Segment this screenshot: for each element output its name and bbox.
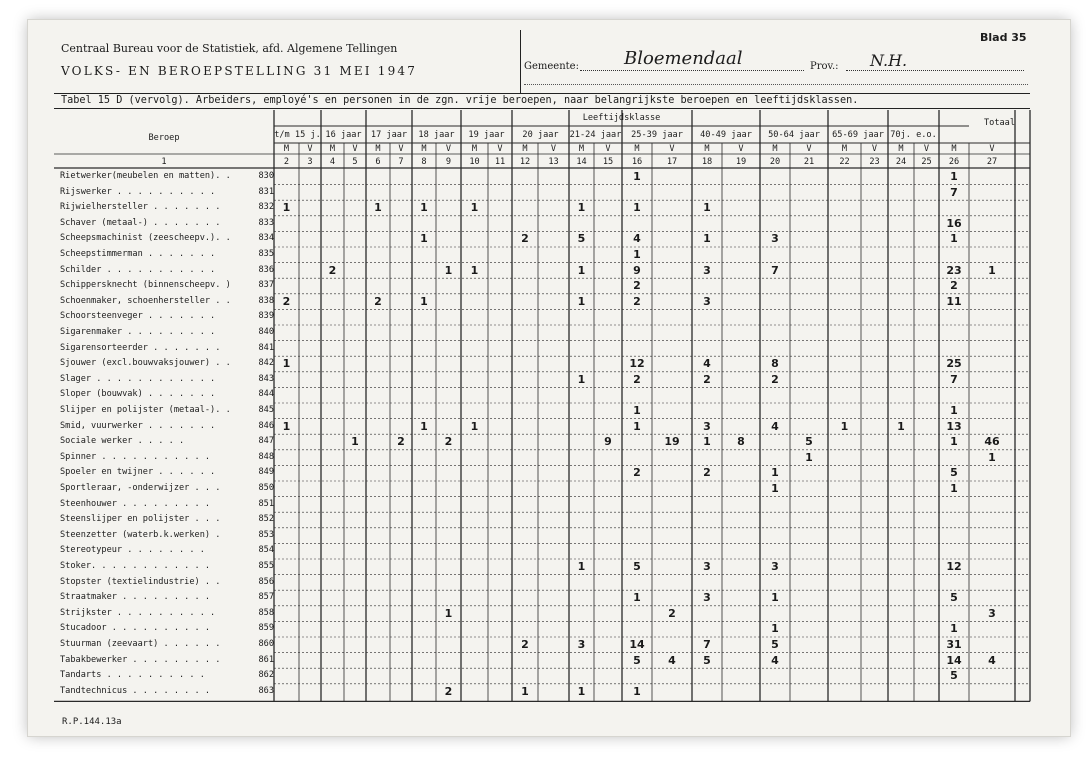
occupation-code: 836 — [258, 264, 274, 275]
table-cell: 1 — [703, 201, 711, 215]
occupation-label: Schoorsteenveger . . . . . . . — [60, 311, 221, 322]
occupation-code: 857 — [258, 592, 274, 603]
column-number: 5 — [352, 157, 358, 167]
column-number: 21 — [803, 157, 815, 167]
table-cell: 1 — [470, 263, 479, 277]
table-cell: 3 — [703, 263, 711, 277]
sex-header: M — [704, 144, 710, 154]
sex-header: M — [471, 144, 478, 154]
table-cell: 1 — [577, 263, 586, 277]
sex-header: M — [841, 144, 848, 154]
table-cell: 8 — [771, 357, 779, 371]
table-cell: 1 — [633, 591, 641, 605]
sex-header: V — [352, 144, 358, 154]
age-group-header: t/m 15 j. — [274, 130, 321, 140]
column-number: 2 — [283, 157, 290, 167]
table-cell: 1 — [444, 263, 453, 277]
occupation-label: Slager . . . . . . . . . . . . — [60, 373, 221, 384]
occupation-code: 849 — [258, 467, 274, 478]
table-cell: 2 — [397, 435, 405, 449]
occupation-label: Schippersknecht (binnenscheepv. ) — [60, 280, 236, 291]
sex-header: V — [497, 144, 503, 154]
table-cell: 1 — [950, 170, 958, 183]
occupation-code: 852 — [258, 514, 274, 525]
table-cell: 2 — [633, 294, 641, 308]
table-cell: 2 — [444, 684, 453, 698]
table-cell: 3 — [703, 560, 711, 573]
table-cell: 9 — [633, 263, 641, 277]
occupation-code: 860 — [258, 639, 274, 649]
occupation-code: 837 — [258, 280, 274, 291]
column-number: 19 — [735, 157, 747, 167]
column-number: 3 — [307, 157, 313, 167]
table-cell: 3 — [771, 560, 779, 573]
age-group-header: 20 jaar — [522, 130, 559, 140]
table-cell: 1 — [351, 435, 359, 449]
age-group-header: 17 jaar — [370, 130, 408, 140]
table-cell: 3 — [577, 638, 586, 651]
column-header-totaal: Totaal — [983, 118, 1016, 128]
table-cell: 1 — [771, 622, 779, 636]
table-caption: Tabel 15 D (vervolg). Arbeiders, employé's en personen in de zgn. vrije beroepen, naar belangrijkste beroepen en leeftijdsklassen. — [61, 95, 859, 106]
occupation-label: Stucadoor . . . . . . . . . . — [60, 623, 216, 634]
sex-header: M — [283, 144, 290, 154]
table-cell: 1 — [577, 560, 586, 573]
table-cell: 1 — [470, 201, 479, 215]
occupation-code: 859 — [258, 623, 274, 634]
occupation-label: Sociale werker . . . . . — [60, 436, 190, 447]
table-cell: 1 — [282, 357, 291, 371]
table-cell: 5 — [950, 669, 958, 683]
occupation-code: 831 — [258, 186, 274, 197]
caption-rule-top — [54, 93, 1030, 94]
column-number: 16 — [631, 157, 643, 167]
table-cell: 1 — [633, 201, 641, 215]
column-number: 6 — [375, 157, 381, 167]
table-cell: 5 — [950, 466, 958, 480]
column-number: 11 — [494, 157, 506, 167]
table-cell: 1 — [282, 419, 291, 433]
age-group-header: 70j. e.o. — [890, 130, 937, 140]
occupation-label: Schaver (metaal-) . . . . . . . — [60, 217, 226, 228]
occupation-label: Stuurman (zeevaart) . . . . . . — [60, 639, 226, 649]
occupation-label: Stereotypeur . . . . . . . . — [60, 545, 211, 556]
sex-header: V — [989, 144, 995, 154]
sex-header: V — [605, 144, 611, 154]
table-cell: 1 — [420, 201, 428, 215]
occupation-label: Tandarts . . . . . . . . . . — [60, 670, 211, 681]
table-cell: 1 — [950, 482, 958, 495]
occupation-label: Rijswerker . . . . . . . . . . — [60, 186, 221, 197]
table-cell: 2 — [668, 606, 676, 620]
caption-rule-bottom — [54, 108, 1030, 109]
occupation-label: Scheepsmachinist (zeescheepv.). . — [60, 233, 236, 244]
table-cell: 1 — [988, 450, 996, 464]
column-number: 27 — [986, 157, 998, 167]
table-cell: 1 — [282, 201, 291, 215]
age-group-header: 16 jaar — [325, 130, 362, 140]
occupation-label: Smid, vuurwerker . . . . . . . — [60, 420, 221, 431]
table-cell: 5 — [633, 560, 641, 573]
occupation-code: 861 — [258, 654, 274, 665]
province-handwritten-value: N.H. — [870, 51, 908, 70]
occupation-code: 853 — [258, 529, 274, 540]
column-number: 10 — [469, 157, 480, 167]
sex-header: V — [398, 144, 404, 154]
occupation-label: Stopster (textielindustrie) . . — [60, 576, 226, 587]
table-cell: 1 — [950, 435, 958, 449]
occupation-code: 844 — [258, 389, 274, 400]
column-number: 15 — [602, 157, 614, 167]
occupation-label: Rijwielhersteller . . . . . . . — [60, 202, 226, 213]
table-cell: 23 — [946, 263, 962, 277]
age-group-header: 50-64 jaar — [768, 130, 820, 140]
table-cell: 7 — [950, 185, 958, 199]
sex-header: V — [550, 144, 557, 154]
column-number: 12 — [519, 157, 531, 167]
table-cell: 1 — [950, 232, 958, 246]
occupation-code: 856 — [258, 576, 274, 587]
table-cell: 1 — [703, 232, 711, 246]
occupation-code: 843 — [258, 373, 274, 384]
occupation-code: 845 — [258, 405, 274, 415]
gemeente-fill-line — [580, 70, 804, 71]
occupation-code: 842 — [258, 358, 274, 369]
occupation-code: 839 — [258, 311, 274, 322]
table-cell: 1 — [374, 201, 382, 215]
age-group-header: 21-24 jaar — [569, 130, 622, 140]
occupation-label: Sjouwer (excl.bouwvaksjouwer) . . — [60, 358, 236, 369]
table-cell: 1 — [420, 419, 428, 433]
table-cell: 4 — [633, 232, 641, 246]
table-cell: 1 — [771, 466, 779, 480]
occupation-code: 835 — [258, 249, 274, 259]
occupation-code: 833 — [258, 217, 274, 228]
column-number: 20 — [769, 157, 781, 167]
table-cell: 2 — [282, 294, 291, 308]
column-number: 9 — [445, 157, 452, 167]
table-cell: 1 — [840, 419, 849, 433]
occupation-label: Rietwerker(meubelen en matten). . — [60, 171, 236, 181]
sex-header: M — [772, 144, 778, 154]
table-cell: 1 — [577, 684, 586, 698]
column-number: 22 — [839, 157, 850, 167]
table-cell: 3 — [703, 591, 711, 605]
table-cell: 1 — [577, 294, 586, 308]
column-number: 23 — [869, 157, 880, 167]
gemeente-label: Gemeente: — [524, 61, 579, 72]
table-cell: 1 — [521, 684, 529, 698]
table-cell: 4 — [771, 419, 779, 433]
table-cell: 1 — [633, 684, 641, 698]
column-header-beroep: Beroep — [148, 133, 180, 143]
sheet-number: Blad 35 — [980, 31, 1027, 44]
table-cell: 46 — [984, 435, 1000, 449]
occupation-label: Slijper en polijster (metaal-). . — [60, 405, 236, 415]
occupation-code: 841 — [258, 342, 274, 353]
age-group-header: 25-39 jaar — [631, 130, 683, 140]
occupation-label: Sigarenmaker . . . . . . . . . — [60, 327, 221, 337]
table-cell: 14 — [946, 653, 962, 667]
table-cell: 2 — [703, 466, 711, 480]
occupation-code: 847 — [258, 436, 274, 447]
table-cell: 2 — [633, 466, 641, 480]
column-number: 25 — [921, 157, 932, 167]
column-number: 7 — [398, 157, 404, 167]
occupation-code: 830 — [258, 171, 274, 181]
sex-header: V — [738, 144, 744, 154]
table-cell: 5 — [950, 591, 958, 605]
table-cell: 5 — [703, 653, 711, 667]
table-cell: 1 — [470, 419, 479, 433]
table-cell: 3 — [988, 606, 996, 620]
table-cell: 1 — [897, 419, 905, 433]
occupation-label: Steenhouwer . . . . . . . . . — [60, 498, 216, 509]
table-cell: 1 — [420, 294, 428, 308]
table-cell: 4 — [668, 653, 676, 667]
occupation-label: Sloper (bouwvak) . . . . . . . — [60, 389, 221, 400]
sex-header: M — [634, 144, 640, 154]
column-number: 13 — [548, 157, 559, 167]
occupation-code: 862 — [258, 670, 274, 681]
gemeente-handwritten-value: Bloemendaal — [624, 48, 743, 69]
province-fill-line — [846, 70, 1024, 71]
occupation-label: Straatmaker . . . . . . . . . — [60, 592, 216, 603]
occupation-code: 838 — [258, 295, 274, 306]
age-group-header: 40-49 jaar — [700, 130, 752, 140]
table-cell: 5 — [771, 638, 779, 651]
table-cell: 2 — [633, 372, 641, 386]
table-cell: 1 — [577, 201, 586, 215]
table-cell: 2 — [950, 279, 958, 293]
column-number: 18 — [701, 157, 713, 167]
occupation-code: 840 — [258, 327, 274, 337]
province-label: Prov.: — [810, 61, 839, 72]
table-cell: 5 — [577, 232, 586, 246]
table-cell: 1 — [771, 591, 779, 605]
table-cell: 1 — [444, 606, 453, 620]
occupation-label: Scheepstimmerman . . . . . . . — [60, 249, 221, 259]
table-cell: 3 — [703, 294, 711, 308]
table-cell: 2 — [521, 232, 529, 246]
table-cell: 16 — [946, 216, 962, 230]
sex-header: M — [578, 144, 585, 154]
table-cell: 4 — [771, 653, 779, 667]
table-cell: 2 — [328, 263, 337, 277]
table-cell: 9 — [604, 435, 612, 449]
table-cell: 1 — [577, 372, 586, 386]
occupation-code: 834 — [258, 233, 274, 244]
table-cell: 1 — [950, 404, 958, 417]
table-cell: 2 — [771, 372, 779, 386]
table-cell: 1 — [988, 263, 996, 277]
sex-header: M — [522, 144, 528, 154]
occupation-code: 846 — [258, 420, 274, 431]
age-group-header: 18 jaar — [418, 130, 455, 140]
occupation-label: Tandtechnicus . . . . . . . . — [60, 685, 216, 696]
sex-header: V — [445, 144, 452, 154]
column-header-leeftijdsklasse: Leeftijdsklasse — [582, 113, 661, 123]
table-cell: 1 — [771, 482, 779, 495]
occupation-label: Sigarensorteerder . . . . . . . — [60, 342, 226, 353]
table-cell: 3 — [703, 419, 711, 433]
table-cell: 4 — [703, 357, 711, 371]
table-cell: 4 — [988, 653, 996, 667]
sex-header: V — [871, 144, 878, 154]
census-form-sheet — [28, 20, 1070, 736]
sex-header: V — [307, 144, 313, 154]
sex-header: V — [806, 144, 812, 154]
table-cell: 1 — [420, 232, 428, 246]
header-rule — [524, 84, 1028, 85]
occupation-code: 858 — [258, 607, 274, 618]
sex-header: M — [951, 144, 957, 154]
occupation-label: Sportleraar, -onderwijzer . . . — [60, 483, 226, 493]
sex-header: M — [329, 144, 336, 154]
occupation-code: 863 — [258, 685, 274, 696]
age-group-header: 65-69 jaar — [832, 130, 884, 140]
table-cell: 1 — [633, 170, 641, 183]
column-number: 26 — [948, 157, 960, 167]
occupation-label: Schilder . . . . . . . . . . . — [60, 264, 221, 275]
form-code: R.P.144.13a — [62, 717, 122, 727]
sex-header: M — [898, 144, 904, 154]
occupation-label: Strijkster . . . . . . . . . . — [60, 607, 221, 618]
column-number: 17 — [666, 157, 678, 167]
occupation-code: 854 — [258, 545, 274, 556]
column-number: 4 — [329, 157, 336, 167]
table-cell: 2 — [633, 279, 641, 293]
occupation-label: Steenslijper en polijster . . . — [60, 514, 226, 525]
table-cell: 1 — [703, 435, 711, 449]
table-cell: 12 — [629, 357, 645, 371]
table-cell: 31 — [946, 638, 962, 651]
column-number: 1 — [161, 157, 167, 167]
occupation-code: 850 — [258, 483, 274, 493]
table-cell: 2 — [521, 638, 529, 651]
table-cell: 1 — [633, 404, 641, 417]
table-cell: 14 — [629, 638, 645, 651]
occupation-label: Spoeler en twijner . . . . . . — [60, 467, 221, 478]
table-cell: 1 — [950, 622, 958, 636]
occupation-code: 832 — [258, 202, 274, 213]
age-group-header: 19 jaar — [468, 130, 505, 140]
occupation-code: 851 — [258, 498, 274, 509]
table-cell: 5 — [633, 653, 641, 667]
sex-header: M — [375, 144, 381, 154]
sex-header: M — [421, 144, 427, 154]
table-cell: 19 — [664, 435, 680, 449]
census-title: VOLKS- EN BEROEPSTELLING 31 MEI 1947 — [61, 64, 418, 78]
table-cell: 2 — [444, 435, 453, 449]
column-number: 24 — [895, 157, 907, 167]
occupation-code: 848 — [258, 451, 274, 462]
occupation-label: Steenzetter (waterb.k.werken) . — [60, 529, 226, 540]
table-cell: 13 — [946, 419, 962, 433]
table-cell: 2 — [703, 372, 711, 386]
bureau-name: Centraal Bureau voor de Statistiek, afd. Algemene Tellingen — [61, 42, 398, 55]
table-cell: 1 — [633, 419, 641, 433]
table-cell: 7 — [771, 263, 779, 277]
table-cell: 3 — [771, 232, 779, 246]
sex-header: V — [669, 144, 675, 154]
sex-header: V — [923, 144, 930, 154]
column-number: 14 — [576, 157, 587, 167]
table-cell: 1 — [633, 248, 641, 261]
occupation-label: Tabakbewerker . . . . . . . . . — [60, 654, 226, 665]
table-cell: 12 — [946, 560, 962, 573]
table-cell: 11 — [946, 294, 962, 308]
table-cell: 8 — [737, 435, 745, 449]
column-number: 8 — [421, 157, 427, 167]
table-cell: 25 — [946, 357, 962, 371]
occupation-label: Stoker. . . . . . . . . . . . — [60, 561, 216, 571]
table-cell: 1 — [805, 450, 813, 464]
table-cell: 7 — [703, 638, 711, 651]
table-cell: 7 — [950, 372, 958, 386]
occupation-code: 855 — [258, 561, 274, 571]
table-cell: 5 — [805, 435, 813, 449]
header-divider — [520, 30, 521, 94]
table-cell: 2 — [374, 294, 382, 308]
occupation-label: Schoenmaker, schoenhersteller . . — [60, 295, 236, 306]
occupation-label: Spinner . . . . . . . . . . . — [60, 451, 216, 462]
